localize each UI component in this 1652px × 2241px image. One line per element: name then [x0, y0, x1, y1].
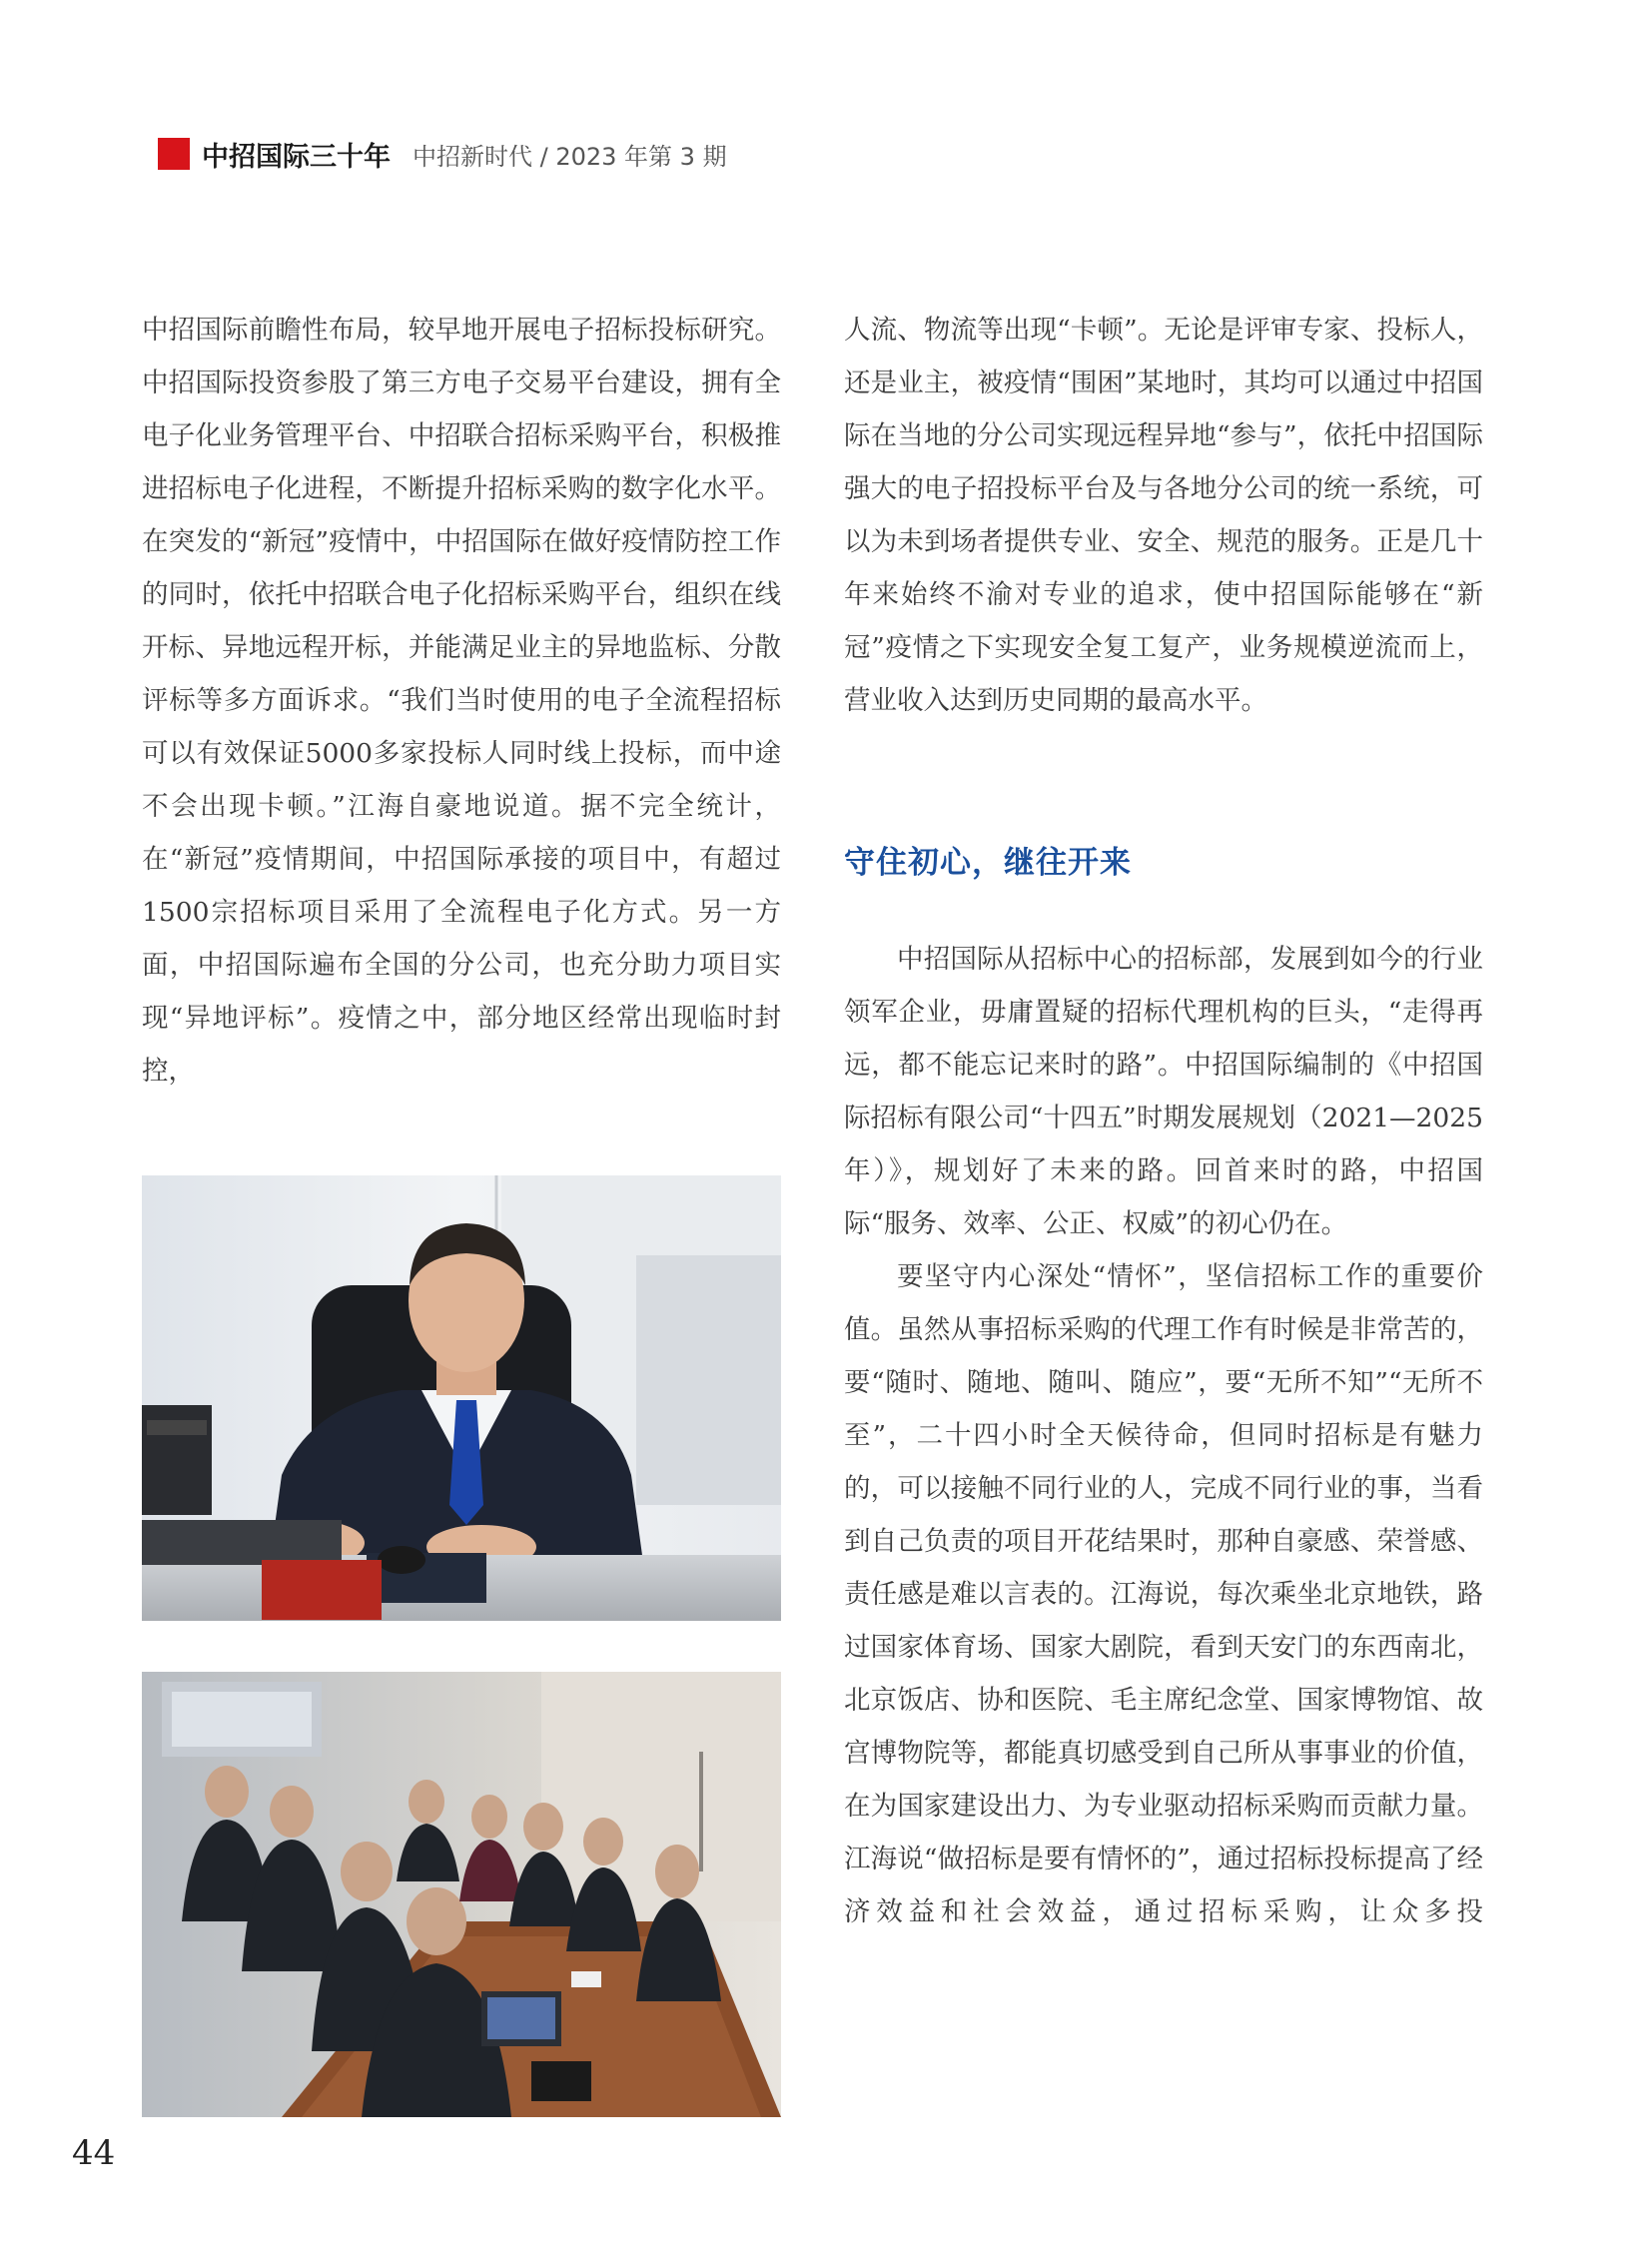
body-paragraph-continued: 人流、物流等出现“卡顿”。无论是评审专家、投标人，还是业主，被疫情“围困”某地时，其均可以通过中招国际在当地的分公司实现远程异地“参与”，依托中招国际强大的电子招投标平台及与各地分公司的统一系统，可以为未到场者提供专业、安全、规范的服务。正是几十年来始终不渝对专业的追求，使中招国际能够在“新冠”疫情之下实现安全复工复产，业务规模逆流而上，营业收入达到历史同期的最高水平。: [844, 315, 1483, 716]
section-marker: [158, 138, 190, 170]
body-paragraph: 中招国际前瞻性布局，较早地开展电子招标投标研究。中招国际投资参股了第三方电子交易平台建设，拥有全电子化业务管理平台、中招联合招标采购平台，积极推进招标电子化进程，不断提升招标采购的数字化水平。在突发的“新冠”疫情中，中招国际在做好疫情防控工作的同时，依托中招联合电子化招标采购平台，组织在线开标、异地远程开标，并能满足业主的异地监标、分散评标等多方面诉求。“我们当时使用的电子全流程招标可以有效保证5000多家投标人同时线上投标，而中途不会出现卡顿。”江海自豪地说道。据不完全统计，在“新冠”疫情期间，中招国际承接的项目中，有超过1500宗招标项目采用了全流程电子化方式。另一方面，中招国际遍布全国的分公司，也充分助力项目实现“异地评标”。疫情之中，部分地区经常出现临时封控，: [142, 315, 781, 1087]
page-number: 44: [72, 2133, 116, 2173]
body-paragraph: 要坚守内心深处“情怀”，坚信招标工作的重要价值。虽然从事招标采购的代理工作有时候是非常苦的，要“随时、随地、随叫、随应”，要“无所不知”“无所不至”，二十四小时全天候待命，但同时招标是有魅力的，可以接触不同行业的人，完成不同行业的事，当看到自己负责的项目开花结果时，那种自豪感、荣誉感、责任感是难以言表的。江海说，每次乘坐北京地铁，路过国家体育场、国家大剧院，看到天安门的东西南北，北京饭店、协和医院、毛主席纪念堂、国家博物馆、故宫博物院等，都能真切感受到自己所从事事业的价值，在为国家建设出力、为专业驱动招标采购而贡献力量。江海说“做招标是要有情怀的”，通过招标投标提高了经济效益和社会效益，通过招标采购，让众多投: [844, 1261, 1483, 1927]
right-column-section: [844, 933, 1483, 1938]
body-paragraph: 中招国际从招标中心的招标部，发展到如今的行业领军企业，毋庸置疑的招标代理机构的巨头，“走得再远，都不能忘记来时的路”。中招国际编制的《中招国际招标有限公司“十四五”时期发展规划（2021—2025年）》，规划好了未来的路。回首来时的路，中招国际“服务、效率、公正、权威”的初心仍在。: [844, 944, 1483, 1239]
running-header: [158, 136, 727, 172]
portrait-photo: [142, 1175, 781, 1621]
left-column: [142, 304, 781, 1098]
section-heading: 守住初心，继往开来: [844, 845, 1132, 881]
right-column-top: [844, 304, 1483, 727]
series-title: 中招国际三十年: [202, 141, 391, 173]
meeting-photo: [142, 1672, 781, 2117]
magazine-issue: 中招新时代 / 2023 年第 3 期: [413, 142, 727, 171]
